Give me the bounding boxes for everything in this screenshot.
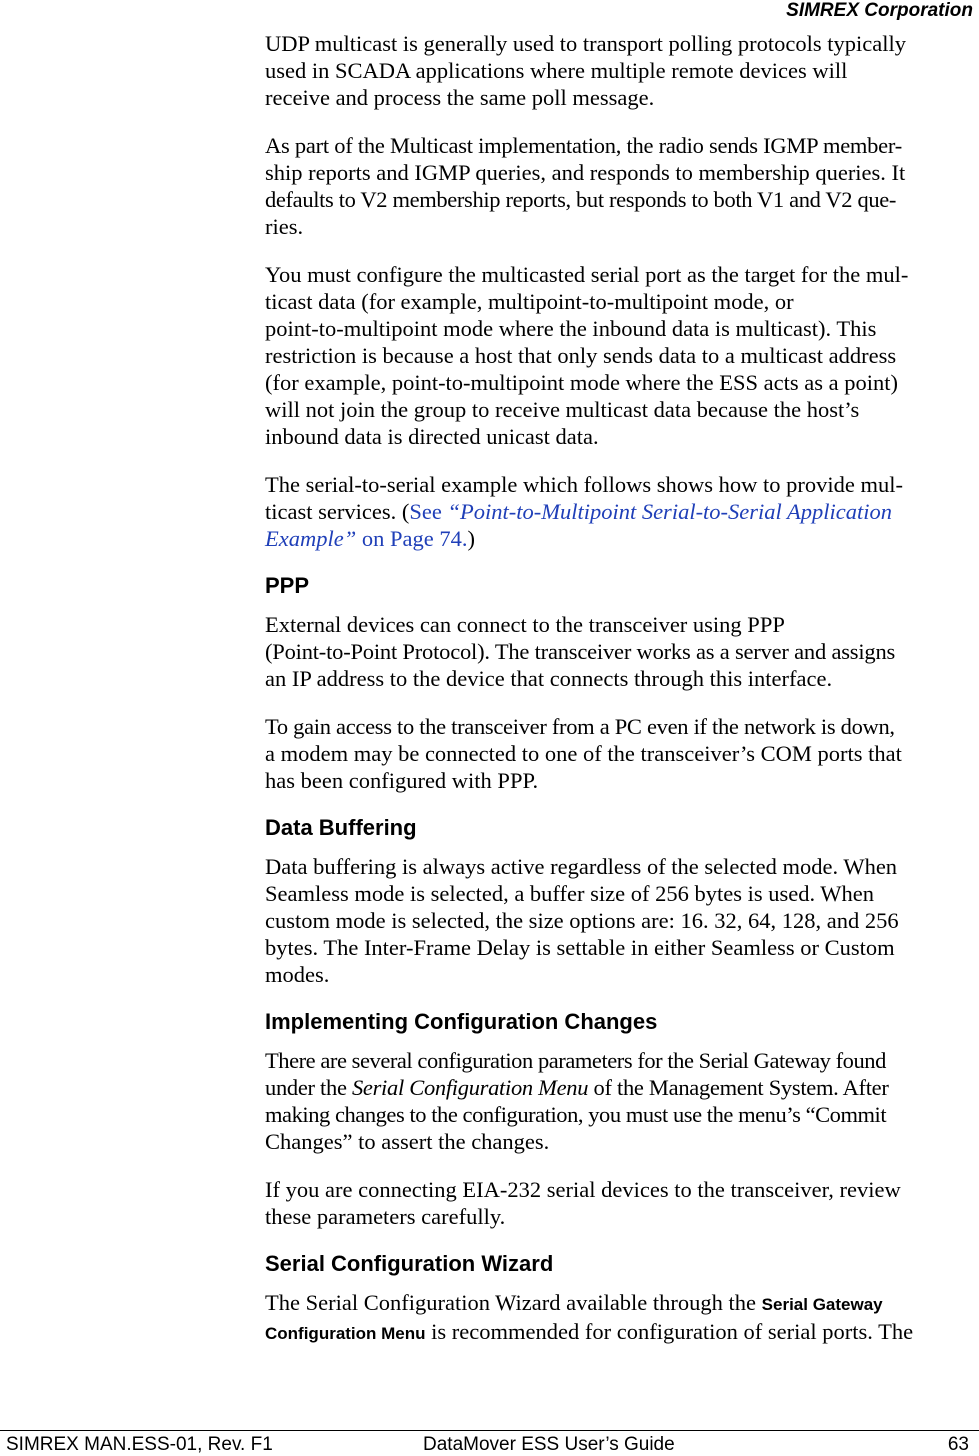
link-see: See: [409, 499, 448, 524]
text-line: The serial-to-serial example which follows shows how to provide mul-: [265, 472, 903, 497]
footer-guide-title: DataMover ESS User’s Guide: [423, 1434, 675, 1455]
text-line: will not join the group to receive multicast data because the host’s: [265, 397, 860, 422]
cross-reference-link[interactable]: [409, 499, 892, 524]
text-fragment: The Serial Configuration Wizard available through the: [265, 1290, 762, 1315]
text-line: bytes. The Inter-Frame Delay is settable in either Seamless or Custom: [265, 935, 895, 960]
text-line: an IP address to the device that connects through this interface.: [265, 666, 833, 691]
text-line: defaults to V2 membership reports, but responds to both V1 and V2 que-: [265, 187, 897, 212]
text-line: [265, 498, 977, 525]
text-line: There are several configuration parameters for the Serial Gateway found: [265, 1048, 886, 1073]
text-line: a modem may be connected to one of the transceiver’s COM ports that: [265, 741, 902, 766]
text-fragment: under the: [265, 1075, 352, 1100]
link-dot: .: [461, 526, 468, 551]
paragraph-multicast-target: [265, 261, 977, 450]
text-line: ticast data (for example, multipoint-to-multipoint mode, or: [265, 289, 794, 314]
text-line: [265, 1074, 977, 1101]
text-line: UDP multicast is generally used to transport polling protocols typically: [265, 31, 906, 56]
link-title: “Point-to-Multipoint Serial-to-Serial Application: [447, 499, 893, 524]
paragraph-igmp: [265, 132, 977, 240]
text-line: External devices can connect to the transceiver using PPP: [265, 612, 785, 637]
text-line: these parameters carefully.: [265, 1204, 506, 1229]
text-line: [265, 1318, 977, 1347]
text-fragment: is recommended for configuration of serial ports. The: [425, 1319, 914, 1344]
heading-data-buffering: Data Buffering: [265, 815, 417, 840]
paragraph-eia232: [265, 1176, 977, 1230]
text-line: point-to-multipoint mode where the inbound data is multicast). This: [265, 316, 877, 341]
page-content: [265, 30, 977, 1347]
text-line: Data buffering is always active regardless of the selected mode. When: [265, 854, 898, 879]
heading-implementing-config: Implementing Configuration Changes: [265, 1009, 658, 1034]
text-line: custom mode is selected, the size options are: 16. 32, 64, 128, and 256: [265, 908, 899, 933]
text-fragment: ticast services. (: [265, 499, 410, 524]
text-fragment: ): [467, 526, 475, 551]
text-line: (for example, point-to-multipoint mode where the ESS acts as a point): [265, 370, 898, 395]
text-line: Changes” to assert the changes.: [265, 1129, 550, 1154]
text-line: modes.: [265, 962, 330, 987]
paragraph-serial-example: [265, 471, 977, 552]
text-line: used in SCADA applications where multiple remote devices will: [265, 58, 848, 83]
text-line: (Point-to-Point Protocol). The transceiver works as a server and assigns: [265, 639, 896, 664]
footer-doc-id: SIMREX MAN.ESS-01, Rev. F1: [6, 1434, 273, 1455]
paragraph-ppp-access: [265, 713, 977, 794]
menu-name: Serial Gateway: [761, 1295, 883, 1314]
page-number: 63: [947, 1434, 969, 1455]
text-line: If you are connecting EIA-232 serial devices to the transceiver, review: [265, 1177, 901, 1202]
text-line: You must configure the multicasted serial port as the target for the mul-: [265, 262, 909, 287]
text-line: Seamless mode is selected, a buffer size of 256 bytes is used. When: [265, 881, 875, 906]
text-fragment: of the Management System. After: [588, 1075, 889, 1100]
text-line: inbound data is directed unicast data.: [265, 424, 599, 449]
text-line: has been configured with PPP.: [265, 768, 539, 793]
footer-divider: [0, 1430, 979, 1431]
page-footer: [0, 1434, 979, 1456]
text-line: making changes to the configuration, you must use the menu’s “Commit: [265, 1102, 887, 1127]
cross-reference-link-cont[interactable]: [265, 526, 467, 551]
text-line: ries.: [265, 214, 304, 239]
link-title: Example”: [265, 526, 357, 551]
heading-ppp: PPP: [265, 573, 310, 598]
link-page: on Page 74: [356, 526, 462, 551]
paragraph-wizard: [265, 1289, 977, 1347]
text-line: [265, 525, 977, 552]
menu-name: Serial Configuration Menu: [351, 1075, 589, 1100]
text-line: restriction is because a host that only sends data to a multicast address: [265, 343, 897, 368]
text-line: ship reports and IGMP queries, and responds to membership queries. It: [265, 160, 906, 185]
paragraph-config-params: [265, 1047, 977, 1155]
paragraph-buffering: [265, 853, 977, 988]
heading-serial-wizard: Serial Configuration Wizard: [265, 1251, 554, 1276]
paragraph-ppp-intro: [265, 611, 977, 692]
header-company: SIMREX Corporation: [786, 0, 973, 21]
text-line: receive and process the same poll message.: [265, 85, 655, 110]
text-line: To gain access to the transceiver from a PC even if the network is down,: [265, 714, 895, 739]
text-line: As part of the Multicast implementation, the radio sends IGMP member-: [265, 133, 902, 158]
menu-name: Configuration Menu: [265, 1324, 426, 1343]
paragraph-udp-multicast: [265, 30, 977, 111]
text-line: [265, 1289, 977, 1318]
